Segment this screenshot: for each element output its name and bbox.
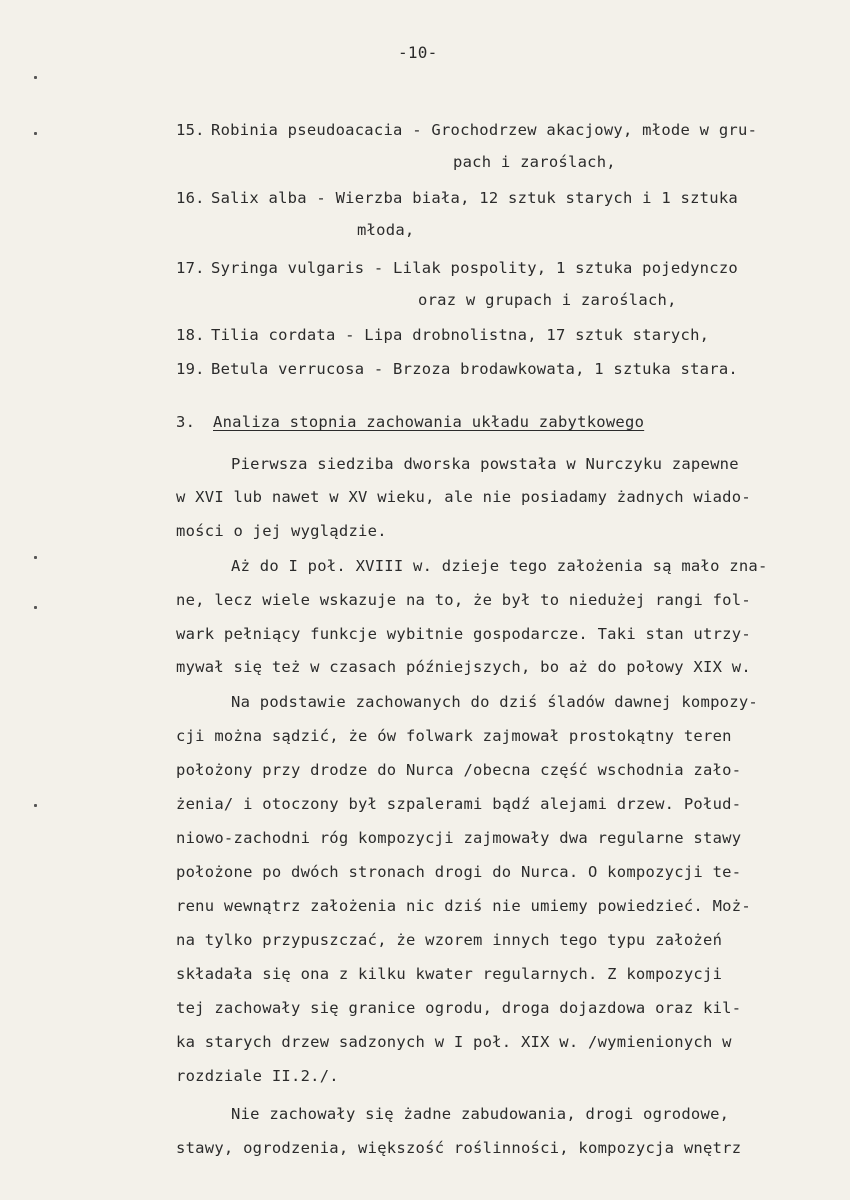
- list-item-number: 16.: [176, 189, 205, 207]
- margin-mark: [34, 606, 37, 609]
- list-item-text: Syringa vulgaris - Lilak pospolity, 1 sztuka pojedynczo: [211, 259, 738, 277]
- list-item-text: Robinia pseudoacacia - Grochodrzew akacjowy, młode w gru-: [211, 121, 758, 139]
- body-line: żenia/ i otoczony był szpalerami bądź alejami drzew. Połud-: [176, 795, 742, 813]
- list-item-text: Tilia cordata - Lipa drobnolistna, 17 sztuk starych,: [211, 326, 710, 344]
- margin-mark: [34, 556, 37, 559]
- list-item-number: 19.: [176, 360, 205, 378]
- body-line: ka starych drzew sadzonych w I poł. XIX w. /wymienionych w: [176, 1033, 732, 1051]
- body-line: tej zachowały się granice ogrodu, droga dojazdowa oraz kil-: [176, 999, 742, 1017]
- body-line: Pierwsza siedziba dworska powstała w Nurczyku zapewne: [231, 455, 739, 473]
- body-line: stawy, ogrodzenia, większość roślinności, kompozycja wnętrz: [176, 1139, 742, 1157]
- body-line: renu wewnątrz założenia nic dziś nie umiemy powiedzieć. Moż-: [176, 897, 751, 915]
- section-number: 3.: [176, 413, 196, 431]
- body-line: Aż do I poł. XVIII w. dzieje tego założenia są mało zna-: [231, 557, 768, 575]
- body-line: położone po dwóch stronach drogi do Nurca. O kompozycji te-: [176, 863, 742, 881]
- list-item-continuation: pach i zaroślach,: [453, 153, 616, 171]
- body-line: mywał się też w czasach późniejszych, bo aż do połowy XIX w.: [176, 658, 751, 676]
- margin-mark: [34, 804, 37, 807]
- body-line: mości o jej wyglądzie.: [176, 522, 387, 540]
- body-line: Nie zachowały się żadne zabudowania, drogi ogrodowe,: [231, 1105, 730, 1123]
- list-item-text: Betula verrucosa - Brzoza brodawkowata, 1 sztuka stara.: [211, 360, 738, 378]
- body-line: na tylko przypuszczać, że wzorem innych tego typu założeń: [176, 931, 723, 949]
- list-item-continuation: oraz w grupach i zaroślach,: [418, 291, 677, 309]
- list-item-text: Salix alba - Wierzba biała, 12 sztuk starych i 1 sztuka: [211, 189, 738, 207]
- body-line: rozdziale II.2./.: [176, 1067, 339, 1085]
- list-item-number: 18.: [176, 326, 205, 344]
- body-line: niowo-zachodni róg kompozycji zajmowały dwa regularne stawy: [176, 829, 742, 847]
- body-line: w XVI lub nawet w XV wieku, ale nie posiadamy żadnych wiado-: [176, 488, 751, 506]
- page-number: -10-: [398, 43, 438, 62]
- body-line: położony przy drodze do Nurca /obecna część wschodnia zało-: [176, 761, 742, 779]
- list-item-number: 17.: [176, 259, 205, 277]
- margin-mark: [34, 132, 37, 135]
- list-item-number: 15.: [176, 121, 205, 139]
- body-line: składała się ona z kilku kwater regularnych. Z kompozycji: [176, 965, 723, 983]
- body-line: ne, lecz wiele wskazuje na to, że był to niedużej rangi fol-: [176, 591, 751, 609]
- body-line: wark pełniący funkcje wybitnie gospodarcze. Taki stan utrzy-: [176, 625, 751, 643]
- list-item-continuation: młoda,: [357, 221, 415, 239]
- section-title: Analiza stopnia zachowania układu zabytkowego: [213, 413, 645, 431]
- margin-mark: [34, 76, 37, 79]
- body-line: Na podstawie zachowanych do dziś śladów dawnej kompozy-: [231, 693, 758, 711]
- body-line: cji można sądzić, że ów folwark zajmował prostokątny teren: [176, 727, 732, 745]
